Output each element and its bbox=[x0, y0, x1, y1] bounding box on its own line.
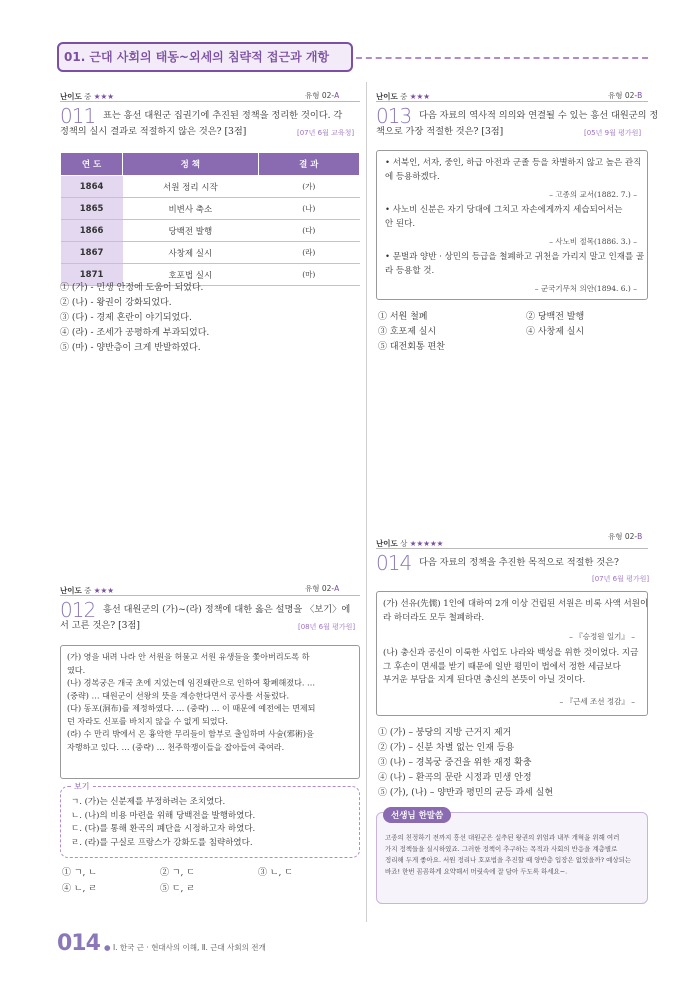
cell-result: (라) bbox=[258, 242, 359, 264]
q012-text-2: 서 고른 것은? [3점] bbox=[60, 620, 140, 631]
cell-year: 1866 bbox=[61, 220, 123, 242]
q014-item-na: (나) 충신과 공신이 이룩한 사업도 나라와 백성을 위한 것이었다. 지금 그 후손이 면세를 받기 때문에 일반 평민이 법에서 정한 세금보다 부거운 부담을 지게 된다면 충신의 본뜻이 아닐 것이다. bbox=[383, 648, 639, 685]
chapter-title: 01. 근대 사회의 태동~외세의 침략적 접근과 개항 bbox=[64, 50, 330, 64]
option-3[interactable]: ③ ㄴ, ㄷ bbox=[258, 868, 293, 878]
q014-type-tag: 유형 02-B bbox=[608, 532, 643, 541]
cell-year: 1865 bbox=[61, 198, 123, 220]
table-row bbox=[61, 220, 360, 242]
bullet-icon: ● bbox=[104, 943, 111, 952]
q011-text-1: 표는 흥선 대원군 집권기에 추진된 정책을 정리한 것이다. 각 bbox=[103, 110, 343, 121]
table-row bbox=[61, 176, 360, 198]
q013-text-1: 다음 자료의 역사적 의의와 연결될 수 있는 흥선 대원군의 정 bbox=[419, 110, 659, 121]
cell-policy: 호포법 실시 bbox=[123, 264, 258, 286]
q012-rule bbox=[60, 595, 360, 596]
col-result-header: 결 과 bbox=[258, 153, 359, 176]
table-row bbox=[61, 198, 360, 220]
cell-result: (나) bbox=[258, 198, 359, 220]
table-header-row bbox=[61, 153, 360, 176]
footer-breadcrumb: ● Ⅰ. 한국 근 · 현대사의 이해, Ⅱ. 근대 사회의 전개 bbox=[104, 943, 266, 952]
cell-year: 1864 bbox=[61, 176, 123, 198]
q013-source-box bbox=[376, 150, 648, 300]
cell-policy: 사창제 실시 bbox=[123, 242, 258, 264]
q014-rule bbox=[376, 548, 648, 549]
cell-year: 1867 bbox=[61, 242, 123, 264]
table-row bbox=[61, 242, 360, 264]
option-1[interactable]: ① 서원 철폐 bbox=[378, 312, 428, 322]
cell-result: (마) bbox=[258, 264, 359, 286]
page-number: 014 bbox=[57, 931, 100, 956]
q013-difficulty: 난이도 중 ★★★ bbox=[376, 92, 430, 101]
q014-ref-na: – 『근세 조선 정감』 – bbox=[559, 697, 635, 706]
q014-source-box bbox=[376, 591, 648, 716]
option-5[interactable]: ⑤ (마) - 양반층이 크게 반발하였다. bbox=[60, 343, 201, 353]
difficulty-stars: ★★★ bbox=[93, 586, 114, 595]
q014-ref-ga: – 『승정원 일기』 – bbox=[569, 632, 635, 641]
bogi-items: ㄱ. (가)는 신분제를 부정하려는 조치였다. ㄴ. (나)의 비용 마련을 위해 당백전을 발행하였다. ㄷ. (다)를 통해 환곡의 폐단을 시정하고자 하였다. ㄹ. (라)를 구실로 프랑스가 강화도를 침략하였다. bbox=[71, 797, 256, 848]
difficulty-stars: ★★★ bbox=[93, 92, 114, 101]
cell-result: (가) bbox=[258, 176, 359, 198]
q011-source: [07년 6월 교육청] bbox=[297, 129, 355, 137]
q013-ref-1: – 고종의 교서(1882. 7.) – bbox=[549, 190, 637, 199]
option-2[interactable]: ② (가) – 신분 차별 없는 인재 등용 bbox=[378, 743, 515, 753]
cell-policy: 서원 정리 시작 bbox=[123, 176, 258, 198]
option-4[interactable]: ④ (나) – 환곡의 문란 시정과 민생 안정 bbox=[378, 773, 532, 783]
difficulty-stars: ★★★★★ bbox=[409, 539, 444, 548]
q014-number: 014 bbox=[376, 551, 412, 575]
q013-item-2: • 사노비 신분은 자기 당대에 그치고 자손에게까지 세습되어서는 안 된다. bbox=[385, 205, 623, 229]
option-5[interactable]: ⑤ (가), (나) – 양반과 평민의 균등 과세 실현 bbox=[378, 788, 554, 798]
q012-source: [08년 6월 평가원] bbox=[298, 623, 356, 631]
q012-source-text: (가) 영을 내려 나라 안 서원을 허물고 서원 유생들을 쫓아버리도록 하 였다. (나) 경복궁은 개국 초에 지었는데 임진왜란으로 인하여 황폐해졌다. … (중략) … 대원군이 선왕의 뜻을 계승한다면서 공사를 서둘렀다. (다) 동포(洞布)를 제정하였다. … (중략) … 이 때문에 예전에는 면제되 던 자라도 신포를 바치지 않을 수 없게 되었다. (라) 수 만리 밖에서 온 흉악한 무리들이 함부로 출입하며 사술(邪術)을 자행하고 있다. … (중략) … 천주학쟁이들을 잡아들여 죽여라. bbox=[67, 652, 316, 753]
q012-options bbox=[62, 866, 352, 898]
option-2[interactable]: ② 당백전 발행 bbox=[526, 312, 585, 322]
teacher-tip-box bbox=[376, 812, 648, 904]
q014-difficulty: 난이도 상 ★★★★★ bbox=[376, 539, 444, 548]
option-4[interactable]: ④ (라) - 조세가 공평하게 부과되었다. bbox=[60, 328, 210, 338]
q011-policy-table bbox=[60, 152, 360, 286]
col-policy-header: 정 책 bbox=[123, 153, 258, 176]
q012-source-box bbox=[60, 645, 360, 779]
option-5[interactable]: ⑤ ㄷ, ㄹ bbox=[160, 884, 195, 894]
option-5[interactable]: ⑤ 대전회통 편찬 bbox=[378, 342, 445, 352]
option-2[interactable]: ② (나) - 왕권이 강화되었다. bbox=[60, 298, 172, 308]
bogi-label: 보기 bbox=[71, 781, 92, 792]
q011-rule bbox=[60, 101, 360, 102]
q013-rule bbox=[376, 101, 648, 102]
teacher-tip-text: 고종의 친정하기 전까지 흥선 대원군은 실추된 왕권의 위엄과 내부 개혁을 위해 여러 가지 정책들을 실시하였죠. 그러한 정책이 추구하는 목적과 사회의 반응을 계층별로 정리해 두게 좋아요. 서원 정리나 호포법을 추진할 때 양반층 입장은 없었을까? 예상되는 바죠! 한번 꼼꼼하게 요약해서 머릿속에 잘 담아 두도록 하세요~. bbox=[385, 833, 632, 875]
q012-difficulty: 난이도 중 ★★★ bbox=[60, 586, 114, 595]
q012-number: 012 bbox=[60, 598, 96, 622]
option-1[interactable]: ① ㄱ, ㄴ bbox=[62, 868, 97, 878]
option-1[interactable]: ① (가) - 민생 안정에 도움이 되었다. bbox=[60, 283, 204, 293]
column-divider bbox=[366, 82, 367, 922]
q013-source: [05년 9월 평가원] bbox=[584, 129, 642, 137]
option-1[interactable]: ① (가) – 붕당의 지방 근거지 제거 bbox=[378, 728, 512, 738]
cell-policy: 당백전 발행 bbox=[123, 220, 258, 242]
cell-year: 1871 bbox=[61, 264, 123, 286]
header-dashed-rule bbox=[356, 57, 648, 59]
q011-number: 011 bbox=[60, 104, 96, 128]
teacher-tip-badge: 선생님 한말씀 bbox=[383, 807, 451, 823]
q013-item-3: • 문벌과 양반 · 상민의 등급을 철폐하고 귀천을 가리지 말고 인재를 골 라 등용할 것. bbox=[385, 252, 645, 276]
q013-options-col1 bbox=[378, 310, 445, 355]
option-4[interactable]: ④ ㄴ, ㄹ bbox=[62, 884, 97, 894]
q012-text-1: 흥선 대원군의 (가)~(라) 정책에 대한 옳은 설명을 〈보기〉에 bbox=[103, 604, 351, 615]
q011-difficulty: 난이도 중 ★★★ bbox=[60, 92, 114, 101]
option-3[interactable]: ③ (다) - 경제 혼란이 야기되었다. bbox=[60, 313, 192, 323]
option-2[interactable]: ② ㄱ, ㄷ bbox=[160, 868, 195, 878]
option-3[interactable]: ③ 호포제 실시 bbox=[378, 327, 437, 337]
q012-bogi-box bbox=[60, 782, 360, 858]
q013-ref-3: – 군국기무처 의안(1894. 6.) – bbox=[534, 284, 637, 293]
q013-options-col2 bbox=[526, 310, 584, 340]
q012-type-tag: 유형 02-A bbox=[305, 584, 340, 593]
option-3[interactable]: ③ (나) – 경복궁 중건을 위한 재정 확충 bbox=[378, 758, 532, 768]
q011-text-2: 정책의 실시 결과로 적절하지 않은 것은? [3점] bbox=[60, 126, 247, 137]
q013-text-2: 책으로 가장 적절한 것은? [3점] bbox=[376, 126, 504, 137]
option-4[interactable]: ④ 사창제 실시 bbox=[526, 327, 585, 337]
cell-policy: 비변사 축소 bbox=[123, 198, 258, 220]
q014-options bbox=[378, 726, 553, 801]
q013-item-1: • 서북인, 서자, 중인, 하급 아전과 군졸 등을 차별하지 않고 높은 관직 에 등용하겠다. bbox=[385, 158, 642, 182]
q011-type-tag: 유형 02-A bbox=[305, 91, 340, 100]
difficulty-stars: ★★★ bbox=[409, 92, 430, 101]
q014-item-ga: (가) 선유(先儒) 1인에 대하여 2개 이상 건립된 서원은 비록 사액 서원이 라 하더라도 모두 철폐하라. bbox=[383, 599, 649, 623]
q013-number: 013 bbox=[376, 104, 412, 128]
cell-result: (다) bbox=[258, 220, 359, 242]
q011-options bbox=[60, 281, 209, 356]
col-year-header: 연 도 bbox=[61, 153, 123, 176]
q014-source: [07년 6월 평가원] bbox=[592, 575, 650, 583]
q013-type-tag: 유형 02-B bbox=[608, 91, 643, 100]
q013-ref-2: – 사노비 절목(1886. 3.) – bbox=[549, 237, 637, 246]
q014-text-1: 다음 자료의 정책을 추진한 목적으로 적절한 것은? bbox=[419, 557, 619, 568]
